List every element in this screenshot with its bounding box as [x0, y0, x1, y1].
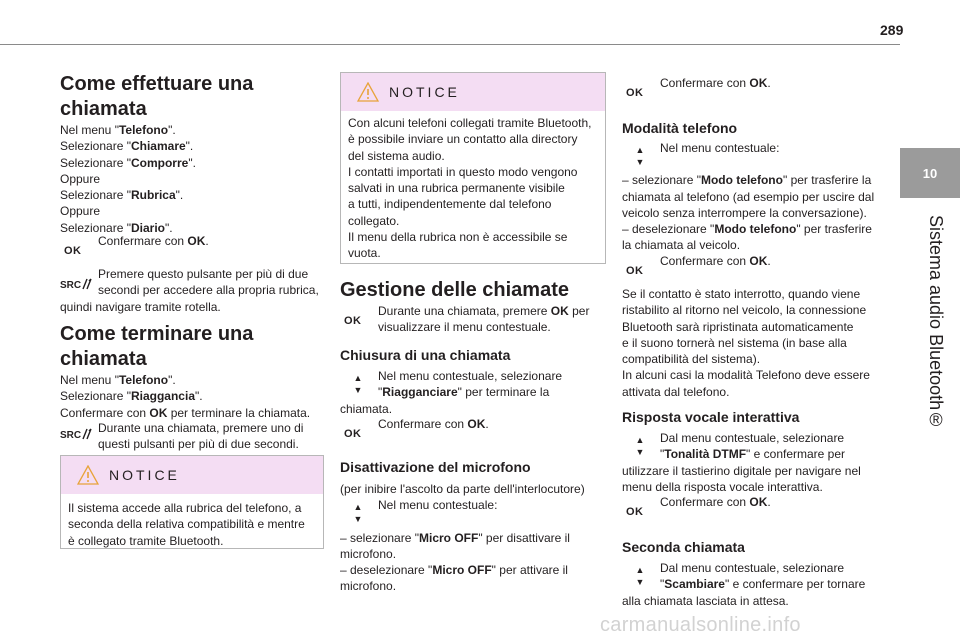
step-line: Selezionare "Riaggancia". — [60, 389, 203, 404]
step-line: Confermare con OK per terminare la chiamata. — [60, 405, 311, 420]
chapter-tab: 10 — [900, 148, 960, 198]
notice-title: NOTICE — [109, 467, 180, 483]
page-number: 289 — [880, 22, 904, 38]
subsection-title-voice-response: Risposta vocale interattiva — [622, 409, 800, 425]
confirm-ok-row — [60, 233, 209, 257]
ok-button-icon: OK — [64, 245, 82, 257]
voice-confirm-row: OK Confermare con OK. — [626, 495, 771, 518]
notice-body: Con alcuni telefoni collegati tramite Bluetooth, è possibile inviare un contatto alla directory del sistema audio. I contatti importati in questo modo vengono salvati in una rubrica permanente visibile a tutti, indipendentemente dal telefono collegato. Il menu della rubrica non è accessibile se vuota. — [348, 116, 592, 261]
notice-header — [341, 73, 605, 111]
step-line: Oppure — [60, 171, 101, 186]
section-title-manage-calls: Gestione delle chiamate — [340, 279, 569, 301]
src-instruction: SRC Premere questo pulsante per più di due secondi per accedere alla propria rubrica, quindi navigare tramite rotella. — [60, 267, 319, 314]
notice-title: NOTICE — [389, 84, 460, 100]
call-steps — [60, 122, 324, 236]
step-line: Selezionare "Rubrica". — [60, 188, 184, 203]
src-button-icon — [60, 278, 94, 290]
subsection-title-second-call: Seconda chiamata — [622, 539, 745, 555]
step-line: Nel menu "Telefono". — [60, 123, 176, 137]
section-title-end-call: Come terminare una chiamata — [60, 323, 254, 370]
phone-mode-confirm-row: OK Confermare con OK. — [626, 254, 771, 277]
src-button-icon — [60, 428, 94, 440]
step-line: Selezionare "Chiamare". — [60, 139, 194, 154]
subsection-title-mic: Disattivazione del microfono — [340, 459, 531, 475]
up-down-arrows-icon: ▲ ▼ — [635, 145, 645, 167]
ok-button-icon: OK — [626, 265, 644, 277]
second-call-instructions: ▲ ▼ Dal menu contestuale, selezionare "Scambiare" e confermare per tornare alla chiamata lasciata in attesa. — [622, 561, 866, 608]
watermark: carmanualsonline.info — [600, 614, 801, 636]
hangup-instructions: ▲ ▼ Nel menu contestuale, selezionare "Riagganciare" per terminare la chiamata. — [340, 369, 563, 416]
step-line: Selezionare "Comporre". — [60, 155, 196, 170]
svg-text:SRC: SRC — [60, 430, 82, 440]
notice-header — [61, 456, 323, 494]
subsection-title-phone-mode: Modalità telefono — [622, 120, 738, 136]
confirm-ok-row-top: OK Confermare con OK. — [626, 76, 771, 99]
warning-icon — [77, 465, 99, 485]
ok-button-icon: OK — [626, 87, 644, 99]
notice-box-rubrica — [60, 455, 324, 549]
up-down-arrows-icon: ▲ ▼ — [353, 502, 363, 524]
end-call-steps — [60, 372, 324, 421]
ok-button-icon: OK — [626, 506, 644, 518]
chapter-title: Sistema audio Bluetooth® — [926, 215, 946, 431]
section-title-call: Come effettuare una chiamata — [60, 73, 254, 120]
src-hold-instruction: SRC Durante una chiamata, premere uno di questi pulsanti per più di due secondi. — [60, 421, 304, 452]
confirm-text: Confermare con OK. — [98, 234, 209, 248]
hangup-confirm-row: OK Confermare con OK. — [344, 417, 489, 440]
up-down-arrows-icon: ▲ ▼ — [635, 435, 645, 457]
up-down-arrows-icon: ▲ ▼ — [353, 373, 363, 395]
manage-ok-row: OK Durante una chiamata, premere OK per visualizzare il menu contestuale. — [344, 304, 590, 335]
up-down-arrows-icon: ▲ ▼ — [635, 565, 645, 587]
subsection-title-hangup: Chiusura di una chiamata — [340, 347, 511, 363]
phone-mode-note: Se il contatto è stato interrotto, quando viene ristabilito al ritorno nel veicolo, la connessione Bluetooth sarà ripristinata automaticamente e il suono tornerà nel sistema (in base alla compatibilità del sistema). In alcuni casi la modalità Telefono deve essere attivata dal telefono. — [622, 287, 870, 399]
phone-mode-instructions: ▲ ▼ Nel menu contestuale: – selezionare "Modo telefono" per trasferire la chiamata al telefono (ad esempio per uscire dal veicolo senza interrompere la conversazione). – deselezionare "Modo telefono" per trasferire la chiamata al veicolo. — [622, 141, 875, 253]
warning-icon — [357, 82, 379, 102]
svg-text:SRC: SRC — [60, 280, 82, 290]
ok-button-icon: OK — [344, 315, 362, 327]
notice-box-bluetooth — [340, 72, 606, 264]
header-divider — [0, 44, 900, 45]
ok-button-icon: OK — [344, 428, 362, 440]
step-line: Nel menu "Telefono". — [60, 373, 176, 387]
voice-response-instructions: ▲ ▼ Dal menu contestuale, selezionare "Tonalità DTMF" e confermare per utilizzare il tastierino digitale per navigare nel menu della risposta vocale interattiva. — [622, 431, 861, 494]
step-line: Selezionare "Diario". — [60, 220, 173, 235]
notice-body: Il sistema accede alla rubrica del telefono, a seconda della relativa compatibilità e mentre è collegato tramite Bluetooth. — [68, 501, 305, 548]
mic-instructions: (per inibire l'ascolto da parte dell'interlocutore) ▲ ▼ Nel menu contestuale: – selezionare "Micro OFF" per disattivare il microfono. – deselezionare "Micro OFF" per attivare il microfono. — [340, 482, 585, 594]
step-line: Oppure — [60, 204, 101, 219]
